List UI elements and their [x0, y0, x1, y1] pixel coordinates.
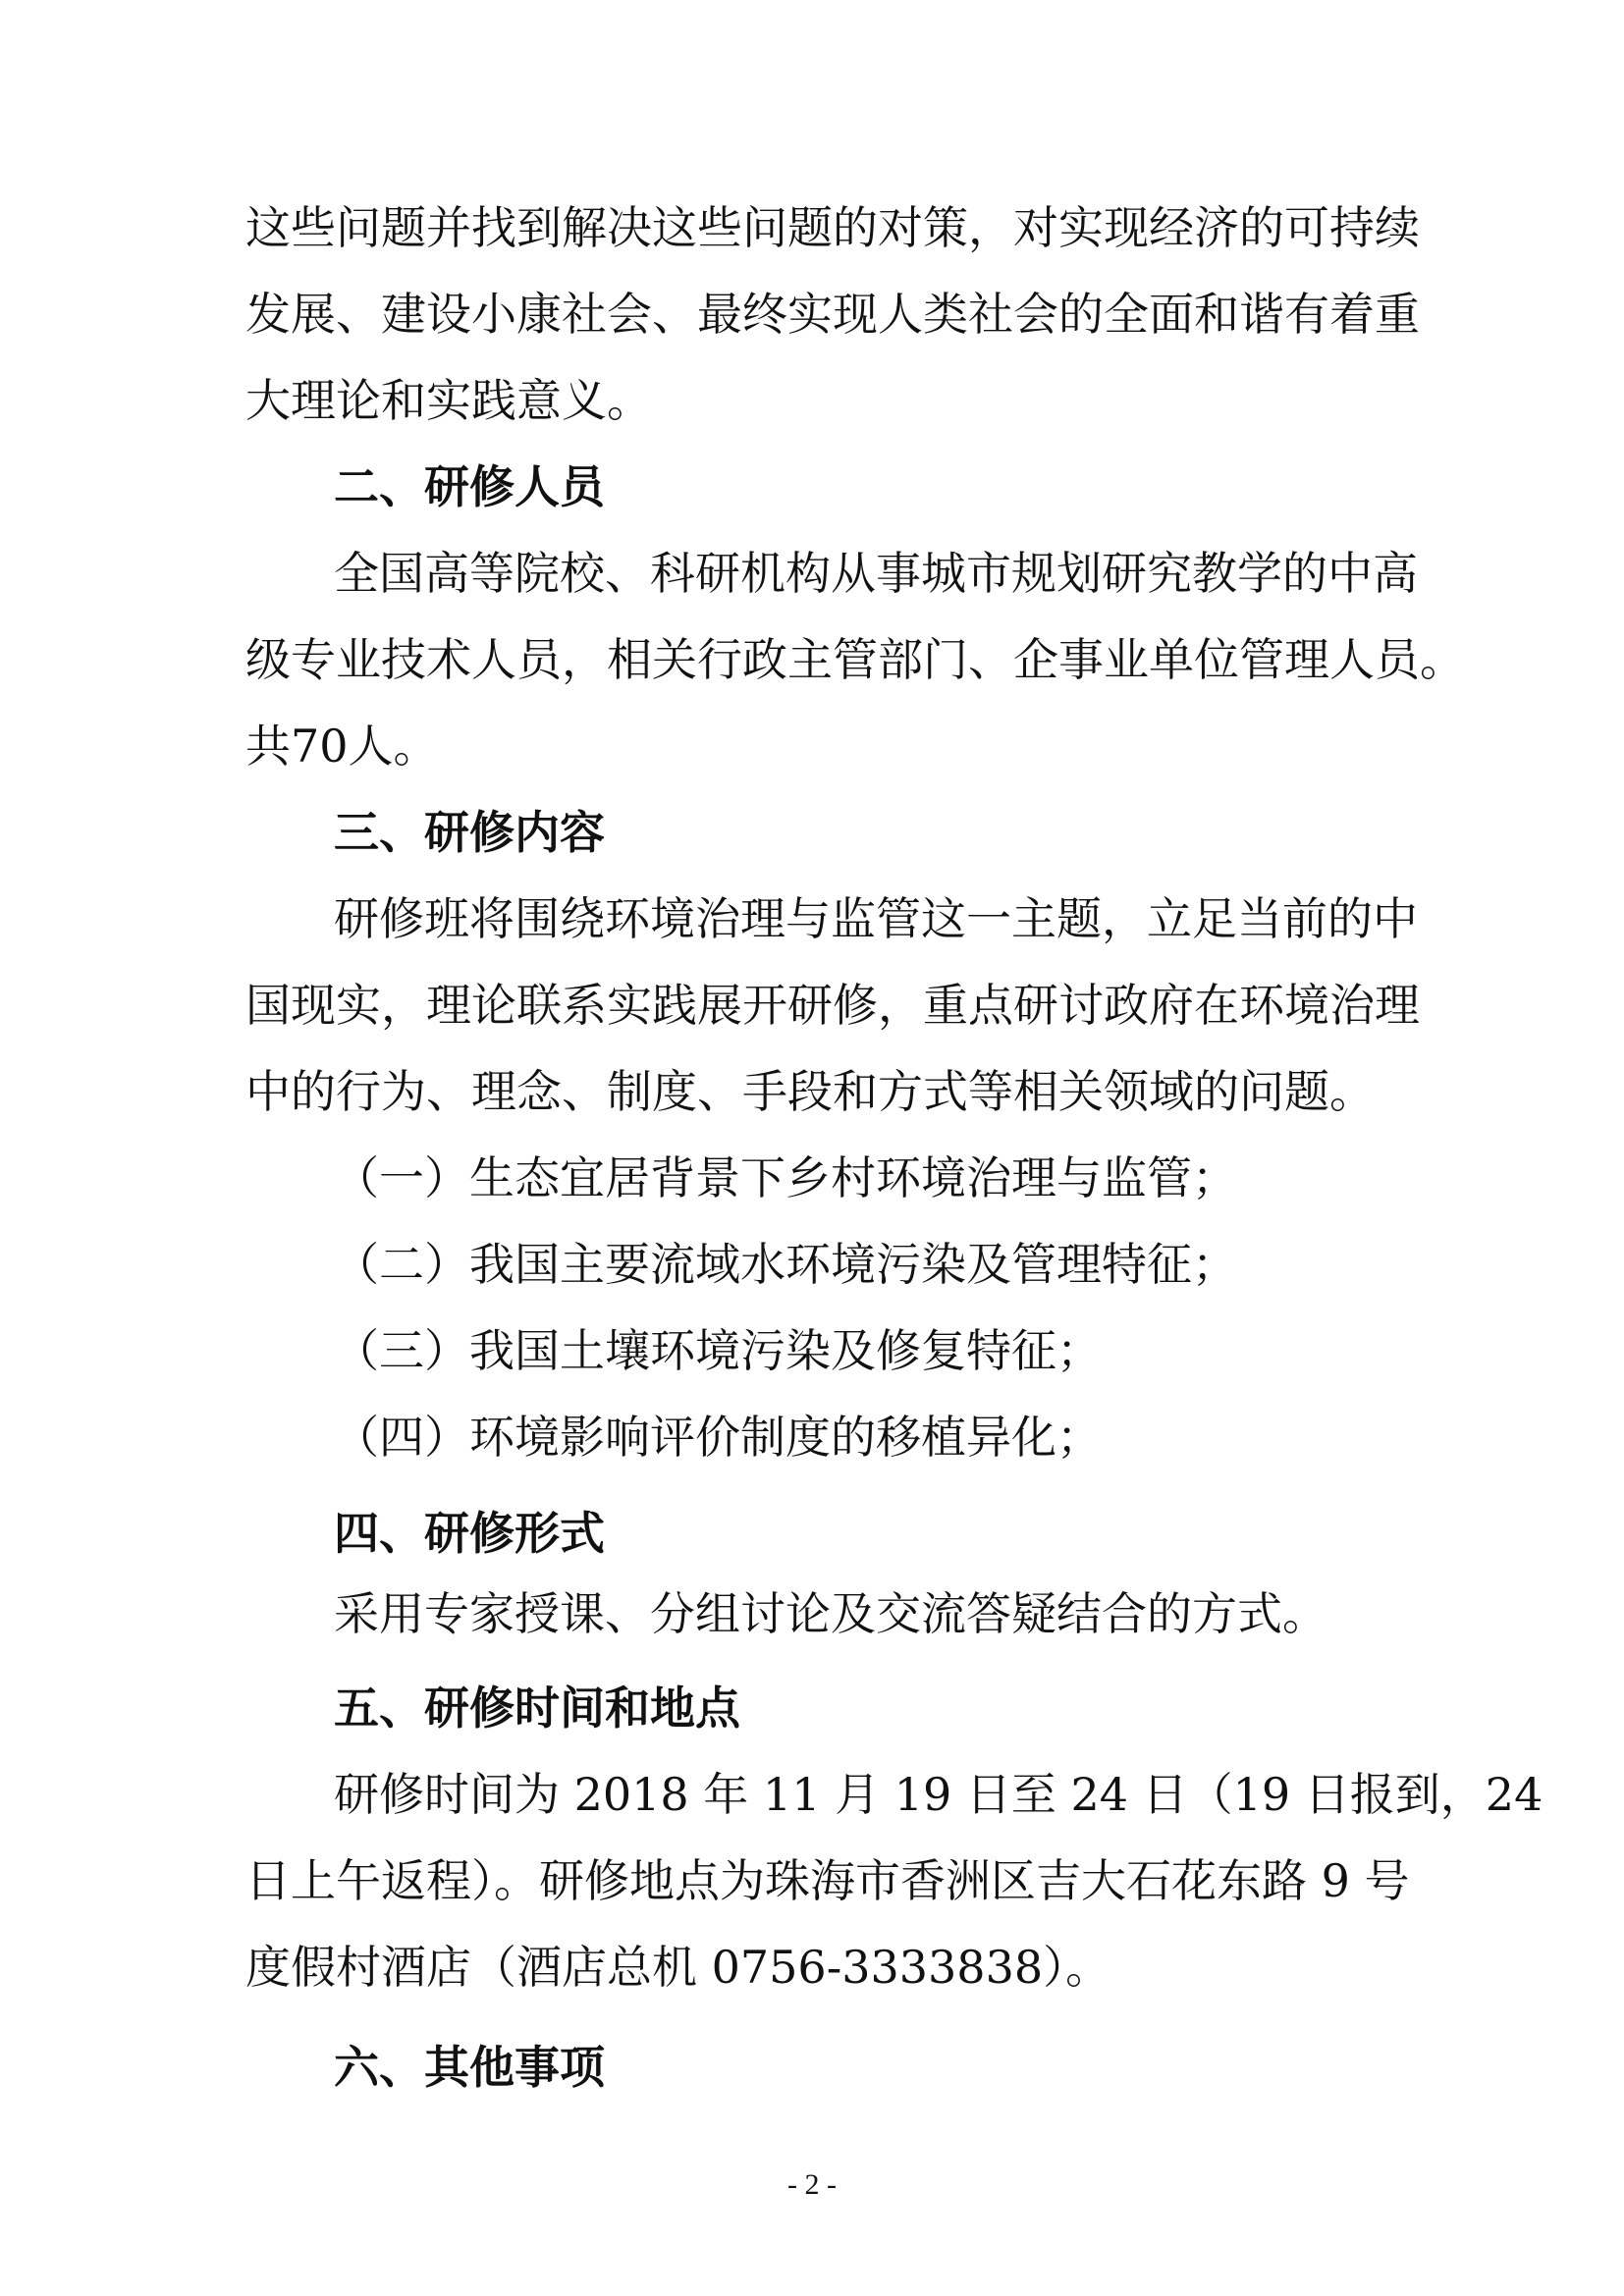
section-4-heading: 四、研修形式 [334, 1507, 605, 1560]
section-3-line-3: 中的行为、理念、制度、手段和方式等相关领域的问题。 [245, 1065, 1375, 1118]
section-4-line-1: 采用专家授课、分组讨论及交流答疑结合的方式。 [334, 1587, 1327, 1640]
section-3-item-2: （二）我国主要流域水环境污染及管理特征； [334, 1238, 1237, 1291]
section-2-heading: 二、研修人员 [334, 460, 605, 513]
section-5-line-3: 度假村酒店（酒店总机 0756-3333838）。 [245, 1941, 1111, 1994]
intro-line-2: 发展、建设小康社会、最终实现人类社会的全面和谐有着重 [245, 288, 1420, 341]
section-5-line-2: 日上午返程）。研修地点为珠海市香洲区吉大石花东路 9 号 [245, 1854, 1410, 1907]
section-2-line-3: 共70人。 [245, 720, 439, 773]
intro-line-3: 大理论和实践意义。 [245, 374, 652, 427]
section-3-line-2: 国现实，理论联系实践展开研修，重点研讨政府在环境治理 [245, 979, 1420, 1032]
section-6-heading: 六、其他事项 [334, 2041, 605, 2094]
section-5-line-1: 研修时间为 2018 年 11 月 19 日至 24 日（19 日报到，24 [334, 1768, 1543, 1821]
intro-line-1: 这些问题并找到解决这些问题的对策，对实现经济的可持续 [245, 201, 1420, 254]
section-2-line-1: 全国高等院校、科研机构从事城市规划研究教学的中高 [334, 547, 1418, 600]
section-3-item-4: （四）环境影响评价制度的移植异化； [334, 1411, 1102, 1464]
section-3-item-3: （三）我国土壤环境污染及修复特征； [334, 1324, 1102, 1377]
section-2-line-2: 级专业技术人员，相关行政主管部门、企事业单位管理人员。 [245, 633, 1465, 686]
page-number: - 2 - [787, 2168, 837, 2201]
section-5-heading: 五、研修时间和地点 [334, 1682, 740, 1735]
section-3-line-1: 研修班将围绕环境治理与监管这一主题，立足当前的中 [334, 892, 1418, 945]
section-3-item-1: （一）生态宜居背景下乡村环境治理与监管； [334, 1151, 1237, 1204]
section-3-heading: 三、研修内容 [334, 806, 605, 859]
